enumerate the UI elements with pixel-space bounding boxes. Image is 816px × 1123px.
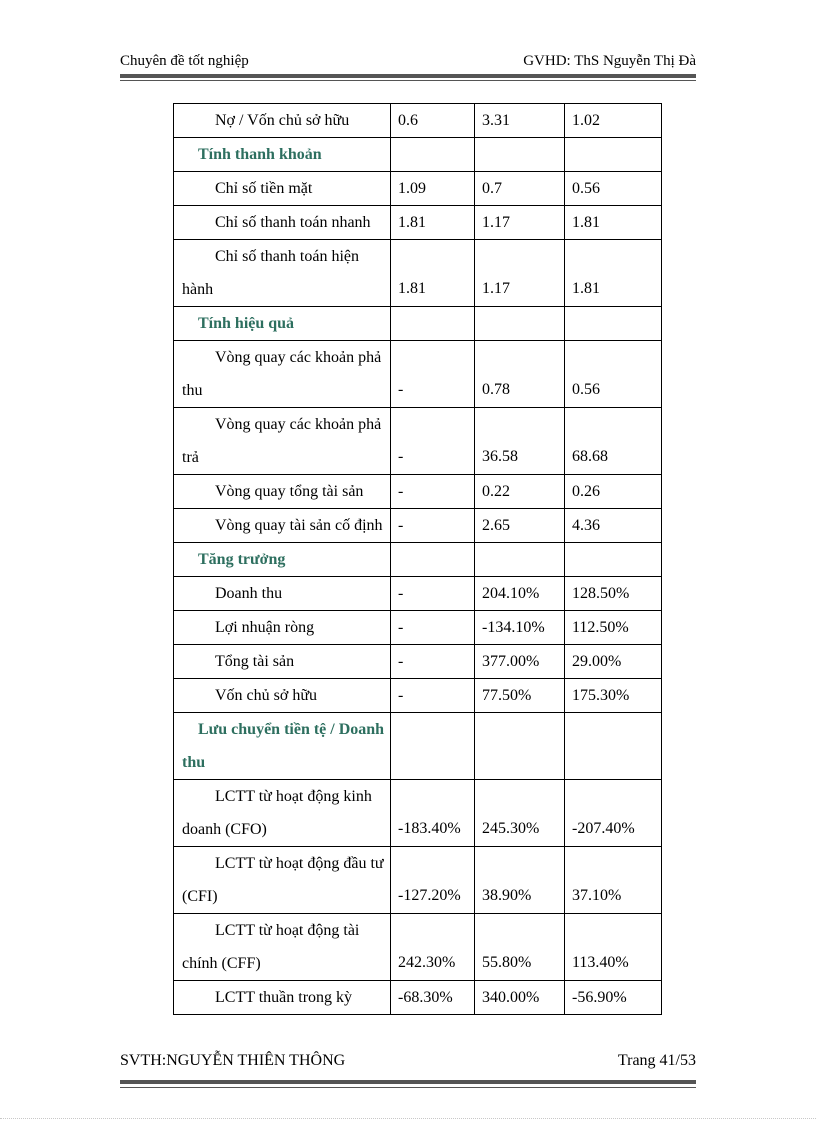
table-row xyxy=(174,172,662,206)
cell-value: -68.30% xyxy=(398,989,453,1006)
row-label: LCTT từ hoạt động tài xyxy=(215,922,360,939)
value-cell xyxy=(565,104,662,138)
value-cell xyxy=(391,307,475,341)
cell-value: 38.90% xyxy=(482,887,532,904)
row-label: LCTT từ hoạt động đầu tư xyxy=(215,855,384,872)
section-label-cell xyxy=(174,543,391,577)
cell-value: - xyxy=(398,653,404,670)
row-label: Chỉ số thanh toán hiện xyxy=(215,248,359,265)
value-cell xyxy=(565,341,662,408)
cell-value: 1.81 xyxy=(572,280,600,297)
cell-value: 0.78 xyxy=(482,381,510,398)
row-label-cell xyxy=(174,341,391,408)
footer-rule-thick xyxy=(120,1080,696,1084)
row-label: Doanh thu xyxy=(215,585,283,602)
row-label-continuation: (CFI) xyxy=(182,888,218,905)
cell-value: 245.30% xyxy=(482,820,540,837)
cell-value: - xyxy=(398,483,404,500)
row-label: Tổng tài sản xyxy=(215,653,295,670)
value-cell xyxy=(565,981,662,1015)
value-cell xyxy=(391,240,475,307)
value-cell xyxy=(475,713,565,780)
section-label-cell xyxy=(174,138,391,172)
row-label: Chỉ số thanh toán nhanh xyxy=(215,214,371,231)
table-row xyxy=(174,914,662,981)
cell-value: 1.81 xyxy=(398,280,426,297)
header-doc-title: Chuyên đề tốt nghiệp xyxy=(120,53,249,69)
value-cell xyxy=(565,611,662,645)
value-cell xyxy=(475,172,565,206)
cell-value: 0.22 xyxy=(482,483,510,500)
section-row xyxy=(174,307,662,341)
value-cell xyxy=(391,780,475,847)
section-label-cell xyxy=(174,713,391,780)
row-label-cell xyxy=(174,475,391,509)
row-label: Tính hiệu quả xyxy=(198,315,295,332)
value-cell xyxy=(391,577,475,611)
value-cell xyxy=(475,914,565,981)
value-cell xyxy=(391,981,475,1015)
value-cell xyxy=(475,577,565,611)
row-label: LCTT từ hoạt động kinh xyxy=(215,788,372,805)
header-advisor: GVHD: ThS Nguyễn Thị Đà xyxy=(523,53,696,69)
cell-value: 204.10% xyxy=(482,585,540,602)
footer-page-number: Trang 41/53 xyxy=(617,1052,696,1069)
row-label-continuation: doanh (CFO) xyxy=(182,821,267,838)
value-cell xyxy=(475,408,565,475)
section-row xyxy=(174,138,662,172)
cell-value: 77.50% xyxy=(482,687,532,704)
cell-value: -183.40% xyxy=(398,820,461,837)
value-cell xyxy=(565,138,662,172)
value-cell xyxy=(565,172,662,206)
row-label-cell xyxy=(174,577,391,611)
section-row xyxy=(174,543,662,577)
table-row xyxy=(174,509,662,543)
value-cell xyxy=(391,104,475,138)
value-cell xyxy=(475,543,565,577)
value-cell xyxy=(475,780,565,847)
value-cell xyxy=(391,645,475,679)
cell-value: -134.10% xyxy=(482,619,545,636)
value-cell xyxy=(391,914,475,981)
value-cell xyxy=(565,509,662,543)
cell-value: 0.26 xyxy=(572,483,600,500)
row-label-cell xyxy=(174,509,391,543)
cell-value: 1.81 xyxy=(398,214,426,231)
value-cell xyxy=(565,408,662,475)
value-cell xyxy=(475,206,565,240)
row-label-cell xyxy=(174,847,391,914)
value-cell xyxy=(565,713,662,780)
table-row xyxy=(174,577,662,611)
row-label-cell xyxy=(174,780,391,847)
value-cell xyxy=(391,206,475,240)
table-row xyxy=(174,679,662,713)
value-cell xyxy=(475,645,565,679)
cell-value: 55.80% xyxy=(482,954,532,971)
cell-value: 36.58 xyxy=(482,448,518,465)
cell-value: - xyxy=(398,585,404,602)
value-cell xyxy=(391,172,475,206)
row-label: Vòng quay tài sản cố định xyxy=(215,517,383,534)
cell-value: -207.40% xyxy=(572,820,635,837)
row-label-cell xyxy=(174,240,391,307)
ratio-table-body xyxy=(174,104,662,1015)
cell-value: - xyxy=(398,517,404,534)
row-label-cell xyxy=(174,611,391,645)
cell-value: 113.40% xyxy=(572,954,629,971)
value-cell xyxy=(391,138,475,172)
value-cell xyxy=(475,611,565,645)
value-cell xyxy=(475,341,565,408)
row-label-cell xyxy=(174,679,391,713)
value-cell xyxy=(475,240,565,307)
table-row xyxy=(174,206,662,240)
header-rule-thin xyxy=(120,80,696,81)
value-cell xyxy=(475,307,565,341)
value-cell xyxy=(565,307,662,341)
value-cell xyxy=(391,509,475,543)
cell-value: 175.30% xyxy=(572,687,630,704)
cell-value: 29.00% xyxy=(572,653,622,670)
value-cell xyxy=(475,138,565,172)
value-cell xyxy=(391,543,475,577)
row-label-cell xyxy=(174,408,391,475)
row-label: Lợi nhuận ròng xyxy=(215,619,315,636)
row-label: Vòng quay tổng tài sản xyxy=(215,483,364,500)
cell-value: 128.50% xyxy=(572,585,630,602)
cell-value: 112.50% xyxy=(572,619,629,636)
cell-value: - xyxy=(398,619,404,636)
row-label-continuation: thu xyxy=(182,754,206,771)
table-row xyxy=(174,104,662,138)
value-cell xyxy=(391,341,475,408)
value-cell xyxy=(565,240,662,307)
row-label: LCTT thuần trong kỳ xyxy=(215,989,353,1006)
cell-value: 0.6 xyxy=(398,112,418,129)
header-rule-thick xyxy=(120,74,696,78)
value-cell xyxy=(391,713,475,780)
page-footer xyxy=(120,1052,696,1074)
cell-value: 0.56 xyxy=(572,180,600,197)
table-row xyxy=(174,981,662,1015)
value-cell xyxy=(475,847,565,914)
value-cell xyxy=(565,914,662,981)
cell-value: 0.56 xyxy=(572,381,600,398)
cell-value: - xyxy=(398,381,404,398)
section-row xyxy=(174,713,662,780)
value-cell xyxy=(475,679,565,713)
row-label: Tăng trưởng xyxy=(198,551,286,568)
value-cell xyxy=(565,679,662,713)
value-cell xyxy=(391,475,475,509)
cell-value: 1.02 xyxy=(572,112,600,129)
page-edge-dots xyxy=(0,1118,816,1120)
value-cell xyxy=(475,475,565,509)
row-label-cell xyxy=(174,104,391,138)
value-cell xyxy=(475,981,565,1015)
row-label: Lưu chuyển tiền tệ / Doanh xyxy=(198,721,385,738)
cell-value: 1.81 xyxy=(572,214,600,231)
cell-value: 0.7 xyxy=(482,180,502,197)
footer-student: SVTH:NGUYỄN THIÊN THÔNG xyxy=(120,1052,346,1069)
row-label-cell xyxy=(174,206,391,240)
cell-value: 68.68 xyxy=(572,448,608,465)
table-row xyxy=(174,240,662,307)
row-label: Nợ / Vốn chủ sở hữu xyxy=(215,112,350,129)
row-label-cell xyxy=(174,172,391,206)
row-label-continuation: hành xyxy=(182,281,214,298)
cell-value: 3.31 xyxy=(482,112,510,129)
cell-value: -56.90% xyxy=(572,989,627,1006)
cell-value: 2.65 xyxy=(482,517,510,534)
row-label-continuation: chính (CFF) xyxy=(182,955,261,972)
cell-value: - xyxy=(398,448,404,465)
value-cell xyxy=(391,847,475,914)
value-cell xyxy=(565,206,662,240)
footer-rule-thin xyxy=(120,1087,696,1088)
value-cell xyxy=(565,543,662,577)
cell-value: 377.00% xyxy=(482,653,540,670)
table-row xyxy=(174,847,662,914)
value-cell xyxy=(565,847,662,914)
row-label-continuation: thu xyxy=(182,382,203,399)
table-row xyxy=(174,408,662,475)
value-cell xyxy=(391,679,475,713)
row-label: Vòng quay các khoản phả xyxy=(215,349,382,366)
table-row xyxy=(174,475,662,509)
row-label: Tính thanh khoản xyxy=(198,146,322,163)
row-label: Vốn chủ sở hữu xyxy=(215,687,318,704)
cell-value: 1.17 xyxy=(482,280,510,297)
table-row xyxy=(174,341,662,408)
row-label: Chỉ số tiền mặt xyxy=(215,180,313,197)
cell-value: 37.10% xyxy=(572,887,622,904)
value-cell xyxy=(475,509,565,543)
cell-value: - xyxy=(398,687,404,704)
cell-value: 1.17 xyxy=(482,214,510,231)
section-label-cell xyxy=(174,307,391,341)
table-row xyxy=(174,780,662,847)
row-label: Vòng quay các khoản phả xyxy=(215,416,382,433)
financial-ratio-table xyxy=(173,103,662,1015)
cell-value: -127.20% xyxy=(398,887,461,904)
value-cell xyxy=(391,611,475,645)
table-row xyxy=(174,611,662,645)
value-cell xyxy=(391,408,475,475)
value-cell xyxy=(475,104,565,138)
page-header xyxy=(120,52,696,74)
value-cell xyxy=(565,577,662,611)
cell-value: 242.30% xyxy=(398,954,456,971)
table-row xyxy=(174,645,662,679)
cell-value: 340.00% xyxy=(482,989,540,1006)
row-label-cell xyxy=(174,645,391,679)
row-label-continuation: trả xyxy=(182,449,199,466)
row-label-cell xyxy=(174,981,391,1015)
value-cell xyxy=(565,645,662,679)
value-cell xyxy=(565,780,662,847)
value-cell xyxy=(565,475,662,509)
row-label-cell xyxy=(174,914,391,981)
cell-value: 1.09 xyxy=(398,180,426,197)
cell-value: 4.36 xyxy=(572,517,600,534)
